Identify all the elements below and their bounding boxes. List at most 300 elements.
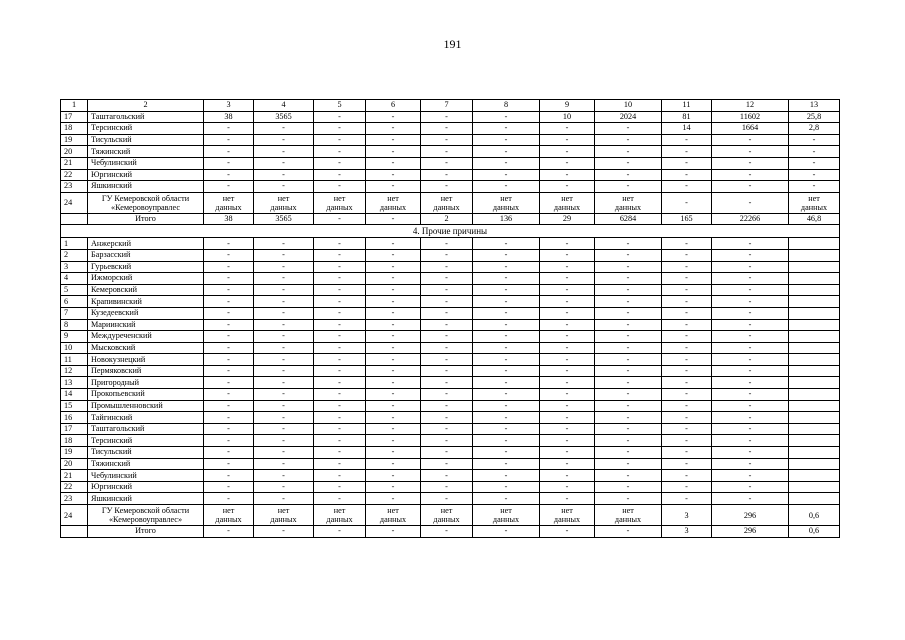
value-cell: - [540,319,595,331]
value-cell: - [421,273,473,285]
value-cell [789,307,840,319]
row-number-cell: 5 [61,284,88,296]
value-cell: - [366,493,421,505]
value-cell: - [712,273,789,285]
value-cell: - [421,319,473,331]
value-cell: 296 [712,526,789,538]
value-cell: - [421,458,473,470]
value-cell: - [473,307,540,319]
value-cell: - [595,261,662,273]
value-cell: - [314,146,366,158]
value-cell [789,273,840,285]
page-number: 191 [443,37,462,51]
value-cell: - [712,423,789,435]
value-cell: - [314,354,366,366]
table-row [61,365,840,377]
value-cell: - [473,296,540,308]
district-name-cell: Барзасский [88,249,204,261]
value-cell: - [712,342,789,354]
value-cell: - [204,238,254,250]
column-number-cell: 12 [712,100,789,112]
value-cell: - [204,146,254,158]
district-name-cell: Пригородный [88,377,204,389]
column-number-cell: 6 [366,100,421,112]
value-cell: - [473,134,540,146]
value-cell: - [595,249,662,261]
value-cell [789,470,840,482]
value-cell: - [204,526,254,538]
value-cell: - [662,134,712,146]
value-cell: - [421,389,473,401]
value-cell: - [662,331,712,343]
value-cell: - [314,493,366,505]
value-cell: - [662,400,712,412]
value-cell: 0,6 [789,526,840,538]
value-cell: - [595,169,662,181]
row-number-cell: 17 [61,423,88,435]
value-cell: - [421,400,473,412]
value-cell: нет данных [540,505,595,526]
value-cell: - [595,273,662,285]
value-cell: - [366,123,421,135]
value-cell: - [314,400,366,412]
value-cell: - [421,447,473,459]
table-row [61,481,840,493]
value-cell: - [254,435,314,447]
value-cell: - [421,481,473,493]
value-cell: - [366,481,421,493]
row-number-cell: 3 [61,261,88,273]
value-cell: - [254,284,314,296]
value-cell [789,331,840,343]
value-cell: нет данных [789,192,840,213]
value-cell: - [595,123,662,135]
value-cell: - [473,389,540,401]
value-cell: - [789,169,840,181]
value-cell: - [314,181,366,193]
value-cell: - [366,249,421,261]
district-name-cell: Тисульский [88,447,204,459]
value-cell: 81 [662,111,712,123]
value-cell: нет данных [421,192,473,213]
row-number-cell: 6 [61,296,88,308]
value-cell: - [595,134,662,146]
value-cell: - [473,319,540,331]
value-cell: - [254,296,314,308]
district-name-cell: Чебулинский [88,157,204,169]
value-cell: - [314,307,366,319]
row-number-cell: 18 [61,123,88,135]
value-cell: - [421,296,473,308]
value-cell: - [789,134,840,146]
row-number-cell: 22 [61,481,88,493]
value-cell: - [421,249,473,261]
value-cell: - [595,238,662,250]
value-cell: - [595,400,662,412]
section-title-row [61,225,840,238]
value-cell [789,261,840,273]
value-cell: - [204,157,254,169]
value-cell: - [662,389,712,401]
row-number-cell: 16 [61,412,88,424]
district-name-cell: Анжерский [88,238,204,250]
value-cell: - [314,284,366,296]
district-name-cell: Яшкинский [88,181,204,193]
value-cell: - [366,400,421,412]
table-row [61,169,840,181]
table-row [61,134,840,146]
value-cell: - [314,412,366,424]
value-cell [789,447,840,459]
value-cell: - [540,389,595,401]
value-cell: - [366,157,421,169]
value-cell: - [473,123,540,135]
value-cell: - [540,400,595,412]
value-cell: - [540,342,595,354]
value-cell: - [473,423,540,435]
row-number-cell: 15 [61,400,88,412]
value-cell: - [712,400,789,412]
value-cell: - [662,365,712,377]
row-number-cell: 21 [61,157,88,169]
value-cell: - [712,284,789,296]
table-row [61,470,840,482]
value-cell: - [712,146,789,158]
value-cell: - [254,377,314,389]
district-name-cell: Таштагольский [88,111,204,123]
value-cell: - [712,435,789,447]
value-cell: - [204,169,254,181]
value-cell: - [421,181,473,193]
value-cell: 25,8 [789,111,840,123]
organization-name-cell: ГУ Кемеровской области «Кемеровоуправлес» [88,505,204,526]
value-cell: 165 [662,213,712,225]
value-cell: - [421,284,473,296]
value-cell: - [595,146,662,158]
value-cell [789,389,840,401]
district-name-cell: Тайгинский [88,412,204,424]
district-name-cell: Тисульский [88,134,204,146]
value-cell: нет данных [595,192,662,213]
value-cell: - [204,331,254,343]
value-cell: - [712,481,789,493]
value-cell: - [712,319,789,331]
value-cell: - [366,319,421,331]
value-cell: - [473,435,540,447]
value-cell: - [314,526,366,538]
value-cell: - [540,435,595,447]
value-cell: - [314,331,366,343]
value-cell: - [540,331,595,343]
total-label-cell: Итого [88,213,204,225]
column-number-cell: 11 [662,100,712,112]
value-cell: - [540,423,595,435]
value-cell: - [789,146,840,158]
value-cell: - [473,400,540,412]
value-cell: - [712,238,789,250]
value-cell: - [204,435,254,447]
row-number-cell: 13 [61,377,88,389]
value-cell: - [421,342,473,354]
value-cell: - [254,331,314,343]
value-cell: - [204,412,254,424]
value-cell: - [540,146,595,158]
row-number-cell: 10 [61,342,88,354]
value-cell: - [314,470,366,482]
value-cell: - [473,412,540,424]
value-cell: - [254,134,314,146]
value-cell: - [204,134,254,146]
value-cell: - [473,481,540,493]
value-cell: - [421,470,473,482]
value-cell: - [366,273,421,285]
district-name-cell: Таштагольский [88,423,204,435]
value-cell: - [712,296,789,308]
value-cell: - [204,296,254,308]
table-row [61,261,840,273]
value-cell: - [473,146,540,158]
value-cell: - [366,526,421,538]
value-cell: нет данных [473,505,540,526]
table-row [61,307,840,319]
value-cell: - [204,273,254,285]
value-cell: - [204,284,254,296]
value-cell: - [366,365,421,377]
value-cell: - [712,261,789,273]
district-name-cell: Яшкинский [88,493,204,505]
value-cell: - [540,493,595,505]
value-cell [789,435,840,447]
district-name-cell: Терсинский [88,123,204,135]
value-cell: - [366,423,421,435]
value-cell: - [421,493,473,505]
value-cell: - [204,481,254,493]
organization-name-cell: ГУ Кемеровской области «Кемеровоуправлес [88,192,204,213]
value-cell: - [366,307,421,319]
value-cell [789,354,840,366]
row-number-cell: 24 [61,192,88,213]
value-cell [789,365,840,377]
value-cell: - [204,400,254,412]
value-cell: 38 [204,111,254,123]
value-cell: - [540,134,595,146]
column-number-cell: 7 [421,100,473,112]
value-cell: - [473,447,540,459]
value-cell: - [204,307,254,319]
value-cell: - [314,365,366,377]
value-cell: - [540,412,595,424]
value-cell [789,296,840,308]
value-cell: - [662,261,712,273]
value-cell: - [595,307,662,319]
value-cell: - [366,331,421,343]
value-cell: - [314,423,366,435]
column-number-cell: 5 [314,100,366,112]
value-cell: - [314,377,366,389]
value-cell: - [712,412,789,424]
value-cell: - [254,458,314,470]
value-cell [789,319,840,331]
row-number-cell: 23 [61,493,88,505]
value-cell: - [254,146,314,158]
value-cell: - [662,284,712,296]
value-cell: - [712,377,789,389]
table-header-row [61,100,840,112]
value-cell: - [366,377,421,389]
value-cell: - [662,238,712,250]
value-cell: - [595,389,662,401]
value-cell: - [204,389,254,401]
value-cell: - [254,169,314,181]
value-cell: - [314,213,366,225]
value-cell: - [789,157,840,169]
table-row [61,412,840,424]
value-cell: - [540,447,595,459]
value-cell: - [204,493,254,505]
district-name-cell: Чебулинский [88,470,204,482]
table-row [61,123,840,135]
value-cell: 22266 [712,213,789,225]
value-cell: - [366,134,421,146]
value-cell: - [366,261,421,273]
value-cell: - [204,447,254,459]
value-cell: - [595,284,662,296]
value-cell: 46,8 [789,213,840,225]
value-cell: - [204,377,254,389]
value-cell: - [712,249,789,261]
table-row [61,458,840,470]
value-cell: - [662,296,712,308]
value-cell: - [314,319,366,331]
value-cell: - [254,249,314,261]
table-row [61,181,840,193]
value-cell: - [254,365,314,377]
row-number-cell: 22 [61,169,88,181]
table-row [61,389,840,401]
value-cell: - [366,342,421,354]
value-cell [789,238,840,250]
district-name-cell: Прокопьевский [88,389,204,401]
value-cell: - [314,447,366,459]
value-cell: - [473,273,540,285]
district-name-cell: Юргинский [88,481,204,493]
value-cell: - [540,169,595,181]
column-number-cell: 9 [540,100,595,112]
value-cell: - [662,354,712,366]
value-cell: 2,8 [789,123,840,135]
value-cell: - [366,389,421,401]
row-number-cell: 20 [61,458,88,470]
value-cell: - [421,238,473,250]
value-cell: - [314,238,366,250]
value-cell: - [254,319,314,331]
value-cell [789,458,840,470]
value-cell: - [366,169,421,181]
value-cell: - [473,284,540,296]
value-cell: - [421,377,473,389]
value-cell: - [421,146,473,158]
table-row [61,319,840,331]
fires-statistics-table [60,99,840,538]
value-cell: - [421,157,473,169]
value-cell: - [540,470,595,482]
value-cell: - [473,111,540,123]
column-number-cell: 10 [595,100,662,112]
value-cell: - [314,389,366,401]
value-cell [789,249,840,261]
value-cell: 14 [662,123,712,135]
value-cell: - [595,319,662,331]
value-cell: - [254,470,314,482]
value-cell: - [662,342,712,354]
table-row [61,354,840,366]
value-cell: - [712,307,789,319]
value-cell: - [366,146,421,158]
row-number-cell: 21 [61,470,88,482]
value-cell: - [473,331,540,343]
value-cell: - [421,134,473,146]
value-cell: - [540,157,595,169]
value-cell: - [473,470,540,482]
row-number-cell: 7 [61,307,88,319]
value-cell: - [366,181,421,193]
value-cell: - [595,331,662,343]
row-number-cell: 23 [61,181,88,193]
value-cell: - [712,192,789,213]
value-cell: - [540,365,595,377]
district-name-cell: Юргинский [88,169,204,181]
value-cell: - [712,331,789,343]
value-cell: - [204,423,254,435]
value-cell: - [712,493,789,505]
value-cell: 1664 [712,123,789,135]
gu-row [61,192,840,213]
value-cell: нет данных [204,505,254,526]
value-cell: - [473,493,540,505]
district-name-cell: Ижморский [88,273,204,285]
value-cell: - [254,526,314,538]
value-cell: - [540,296,595,308]
district-name-cell: Новокузнецкий [88,354,204,366]
value-cell: - [314,435,366,447]
table-row [61,447,840,459]
table-row [61,273,840,285]
value-cell: - [366,435,421,447]
value-cell: - [595,181,662,193]
value-cell [789,342,840,354]
value-cell: 6284 [595,213,662,225]
value-cell: - [314,157,366,169]
value-cell: - [662,470,712,482]
value-cell: - [421,111,473,123]
value-cell: - [540,284,595,296]
value-cell: нет данных [421,505,473,526]
value-cell: - [366,296,421,308]
district-name-cell: Мариинский [88,319,204,331]
value-cell: - [473,458,540,470]
value-cell: - [662,423,712,435]
value-cell: - [366,458,421,470]
value-cell: 136 [473,213,540,225]
value-cell: - [204,261,254,273]
value-cell: 3565 [254,111,314,123]
value-cell: - [204,470,254,482]
district-name-cell: Пермяковский [88,365,204,377]
value-cell: - [595,526,662,538]
gu-row [61,505,840,526]
value-cell: - [595,458,662,470]
value-cell: - [204,342,254,354]
